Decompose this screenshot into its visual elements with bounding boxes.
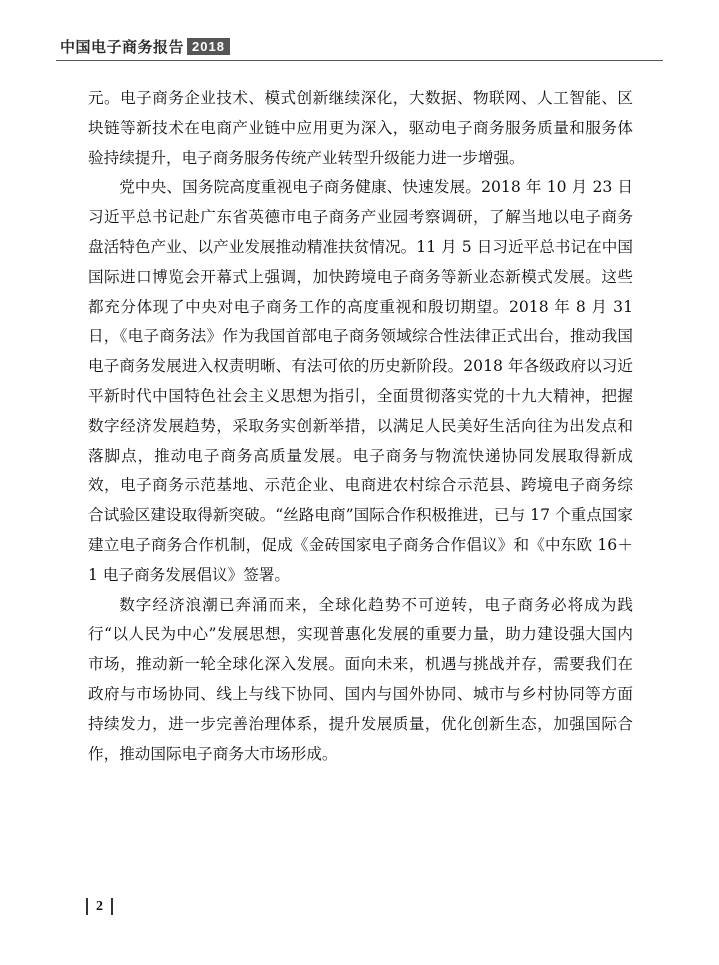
header-title: 中国电子商务报告	[60, 38, 185, 56]
header-divider	[56, 60, 663, 61]
page-number: 2	[96, 898, 103, 914]
page-footer	[86, 898, 113, 915]
footer-bar-left	[86, 898, 88, 915]
paragraph-continued: 元。电子商务企业技术、模式创新继续深化，大数据、物联网、人工智能、区块链等新技术在电商产业链中应用更为深入，驱动电子商务服务质量和服务体验持续提升，电子商务服务传统产业转型升级能力进一步增强。	[88, 89, 633, 167]
header-year-badge: 2018	[187, 38, 230, 55]
body-text	[88, 84, 633, 769]
paragraph: 党中央、国务院高度重视电子商务健康、快速发展。2018 年 10 月 23 日习近平总书记赴广东省英德市电子商务产业园考察调研，了解当地以电子商务盘活特色产业、以产业发展推动精准扶贫情况。11 月 5 日习近平总书记在中国国际进口博览会开幕式上强调，加快跨境电子商务等新业态新模式发展。这些都充分体现了中央对电子商务工作的高度重视和殷切期望。2018 年 8 月 31 日，《电子商务法》作为我国首部电子商务领域综合性法律正式出台，推动我国电子商务发展进入权责明晰、有法可依的历史新阶段。2018 年各级政府以习近平新时代中国特色社会主义思想为指引，全面贯彻落实党的十九大精神，把握数字经济发展趋势，采取务实创新举措，以满足人民美好生活向往为出发点和落脚点，推动电子商务高质量发展。电子商务与物流快递协同发展取得新成效，电子商务示范基地、示范企业、电商进农村综合示范县、跨境电子商务综合试验区建设取得新突破。“丝路电商”国际合作积极推进，已与 17 个重点国家建立电子商务合作机制，促成《金砖国家电子商务合作倡议》和《中东欧 16＋1 电子商务发展倡议》签署。	[88, 178, 633, 584]
paragraph: 数字经济浪潮已奔涌而来，全球化趋势不可逆转，电子商务必将成为践行“以人民为中心”发展思想，实现普惠化发展的重要力量，助力建设强大国内市场，推动新一轮全球化深入发展。面向未来，机遇与挑战并存，需要我们在政府与市场协同、线上与线下协同、国内与国外协同、城市与乡村协同等方面持续发力，进一步完善治理体系，提升发展质量，优化创新生态，加强国际合作，推动国际电子商务大市场形成。	[88, 595, 633, 763]
footer-bar-right	[111, 898, 113, 915]
running-header	[60, 36, 230, 57]
